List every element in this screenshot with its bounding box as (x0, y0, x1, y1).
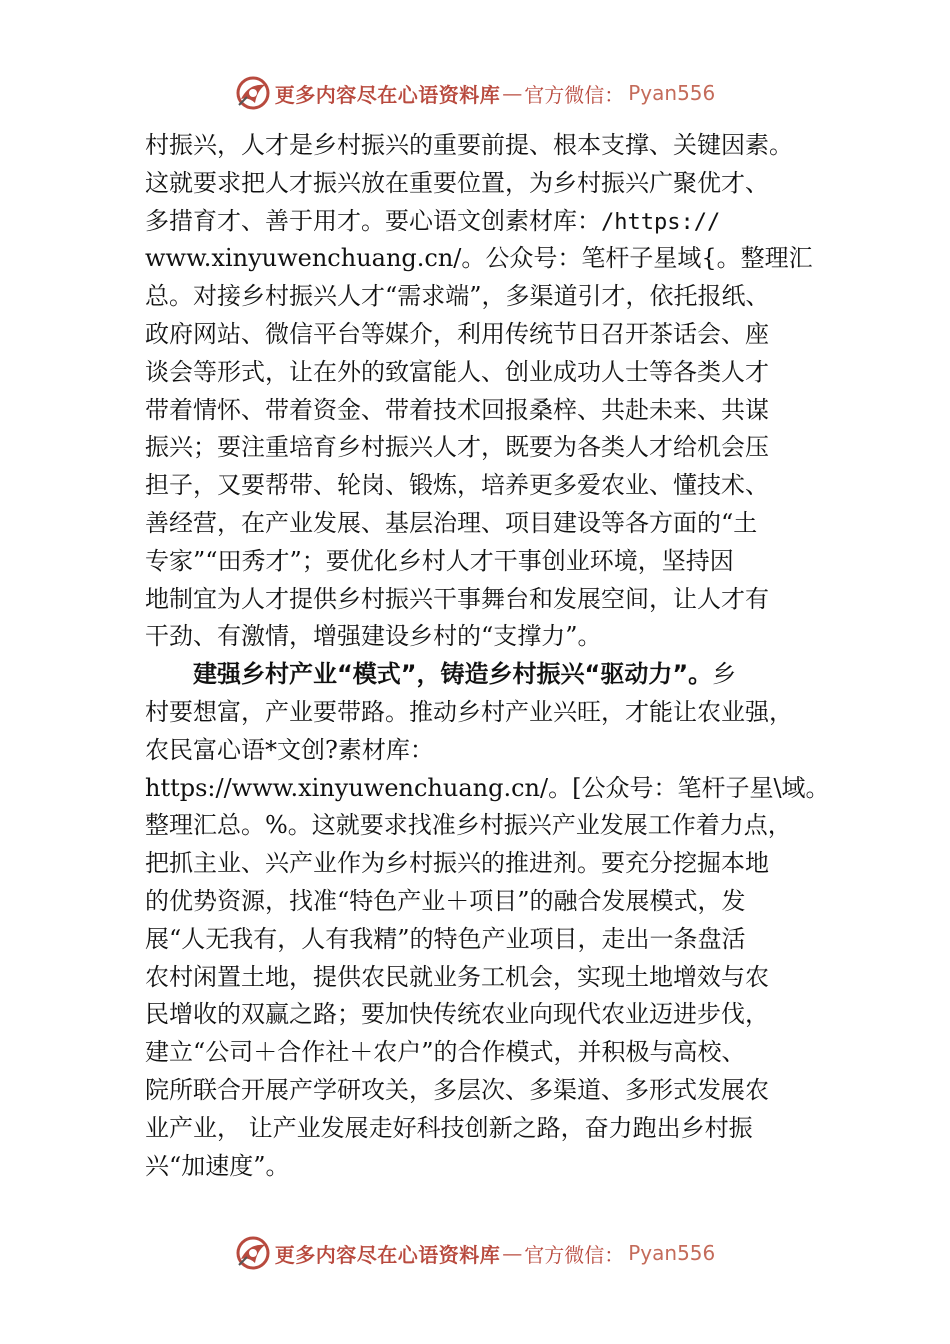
text-line: 业产业， 让产业发展走好科技创新之路，奋力跑出乡村振 (145, 1113, 753, 1142)
section-heading: 建强乡村产业“模式”，铸造乡村振兴“驱动力”。 (193, 660, 713, 689)
banner-separator: — (502, 1241, 523, 1265)
text-line: 这就要求把人才振兴放在重要位置，为乡村振兴广聚优才、 (145, 168, 769, 197)
text-line: 展“人无我有，人有我精”的特色产业项目，走出一条盘活 (145, 924, 746, 953)
banner-text: 更多内容尽在心语资料库 (274, 1242, 501, 1267)
text-line: 担子，又要帮带、轮岗、锻炼，培养更多爱农业、懂技术、 (145, 471, 769, 500)
footer-banner (0, 1230, 950, 1276)
text-line: 的优势资源，找准“特色产业＋项目”的融合发展模式，发 (145, 886, 746, 915)
url-fragment: /https:// (601, 209, 721, 235)
text-line: 农民富心语*文创?素材库： (145, 735, 434, 764)
text-line: 专家”“田秀才”；要优化乡村人才干事创业环境，坚持因 (145, 546, 734, 575)
banner-separator: — (502, 81, 523, 105)
document-body (145, 127, 845, 1185)
text-line: 把抓主业、兴产业作为乡村振兴的推进剂。要充分挖掘本地 (145, 849, 769, 878)
text-segment: 多措育才、善于用才。要心语文创素材库： (145, 206, 601, 235)
banner-text: 更多内容尽在心语资料库 (274, 82, 501, 107)
text-line: 村要想富，产业要带路。推动乡村产业兴旺，才能让农业强， (145, 697, 793, 726)
text-line: 民增收的双赢之路；要加快传统农业向现代农业迈进步伐， (145, 1000, 769, 1029)
text-line: 总。对接乡村振兴人才“需求端”，多渠道引才，依托报纸、 (145, 282, 770, 311)
banner-wechat-label: 官方微信： (524, 1242, 625, 1267)
heading-tail: 乡 (712, 660, 737, 689)
section-heading-line (145, 656, 845, 694)
text-line: www.xinyuwenchuang.cn/。公众号：笔杆子星域{。整理汇 (145, 244, 813, 273)
text-line: 农村闲置土地，提供农民就业务工机会，实现土地增效与农 (145, 962, 769, 991)
logo-icon (235, 1235, 271, 1271)
banner-wechat-id: Pyan556 (628, 1241, 716, 1265)
text-line: 谈会等形式，让在外的致富能人、创业成功人士等各类人才 (145, 357, 769, 386)
text-line: 整理汇总。%。这就要求找准乡村振兴产业发展工作着力点， (145, 811, 792, 840)
text-line: 村振兴，人才是乡村振兴的重要前提、根本支撑、关键因素。 (145, 131, 793, 159)
banner-wechat-label: 官方微信： (524, 82, 625, 107)
text-line: 振兴；要注重培育乡村振兴人才，既要为各类人才给机会压 (145, 433, 769, 462)
text-line: https://www.xinyuwenchuang.cn/。[公众号：笔杆子星\域。 (145, 773, 830, 802)
text-line: 院所联合开展产学研攻关，多层次、多渠道、多形式发展农 (145, 1075, 769, 1104)
text-line: 带着情怀、带着资金、带着技术回报桑梓、共赴未来、共谋 (145, 395, 769, 424)
text-line: 建立“公司＋合作社＋农户”的合作模式，并积极与高校、 (145, 1038, 746, 1067)
text-line: 干劲、有激情，增强建设乡村的“支撑力”。 (145, 622, 602, 651)
text-line (145, 203, 845, 241)
banner-wechat-id: Pyan556 (628, 81, 716, 105)
logo-icon (235, 75, 271, 111)
text-line: 地制宜为人才提供乡村振兴干事舞台和发展空间，让人才有 (145, 584, 769, 613)
text-line: 政府网站、微信平台等媒介，利用传统节日召开茶话会、座 (145, 319, 769, 348)
text-line: 善经营，在产业发展、基层治理、项目建设等各方面的“土 (145, 508, 758, 537)
header-banner (0, 70, 950, 116)
text-line: 兴“加速度”。 (145, 1151, 290, 1180)
